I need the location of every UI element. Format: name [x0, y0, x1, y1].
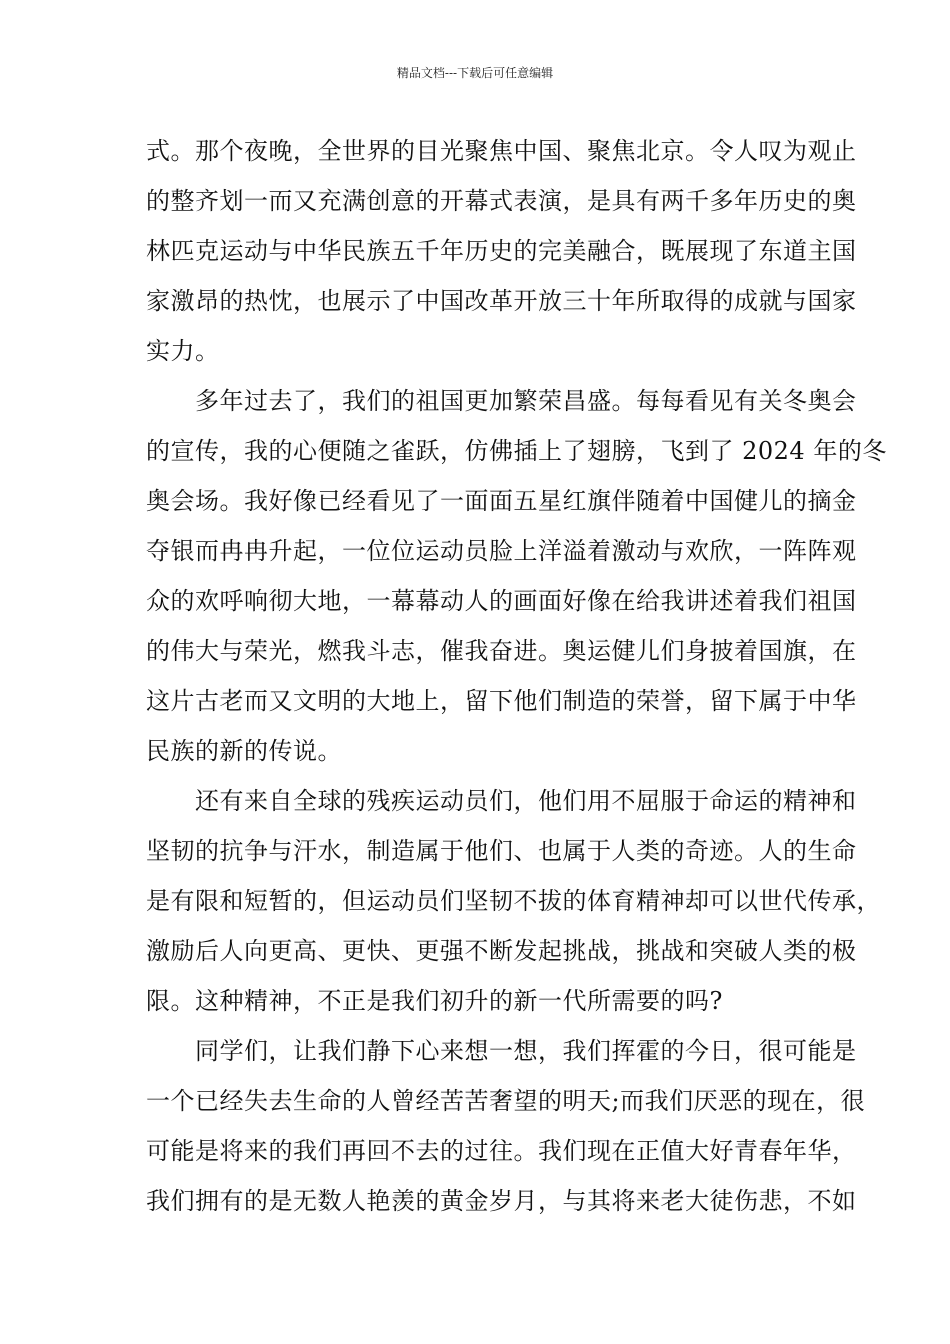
text-line: 奥会场。我好像已经看见了一面面五星红旗伴随着中国健儿的摘金	[146, 487, 857, 515]
text-line: 激励后人向更高、更快、更强不断发起挑战，挑战和突破人类的极	[146, 937, 857, 965]
text-line: 家激昂的热忱，也展示了中国改革开放三十年所取得的成就与国家	[146, 287, 857, 315]
text-line: 坚韧的抗争与汗水，制造属于他们、也属于人类的奇迹。人的生命	[146, 837, 857, 865]
text-line: 的整齐划一而又充满创意的开幕式表演，是具有两千多年历史的奥	[146, 187, 857, 215]
text-line: 还有来自全球的残疾运动员们，他们用不屈服于命运的精神和	[146, 787, 857, 815]
text-line: 的宣传，我的心便随之雀跃，仿佛插上了翅膀，飞到了 2024 年的冬	[146, 437, 887, 465]
page-header: 精品文档---下载后可任意编辑	[396, 66, 554, 80]
text-line: 式。那个夜晚，全世界的目光聚焦中国、聚焦北京。令人叹为观止	[146, 137, 857, 165]
text-line: 这片古老而又文明的大地上，留下他们制造的荣誉，留下属于中华	[146, 687, 857, 715]
text-line: 限。这种精神，不正是我们初升的新一代所需要的吗?	[146, 987, 723, 1015]
text-line: 一个已经失去生命的人曾经苦苦奢望的明天;而我们厌恶的现在，很	[146, 1087, 866, 1115]
text-line: 可能是将来的我们再回不去的过往。我们现在正值大好青春年华，	[146, 1137, 857, 1165]
text-line: 夺银而冉冉升起，一位位运动员脸上洋溢着激动与欢欣，一阵阵观	[146, 537, 857, 565]
text-line: 我们拥有的是无数人艳羡的黄金岁月，与其将来老大徒伤悲，不如	[146, 1187, 857, 1215]
text-line: 多年过去了，我们的祖国更加繁荣昌盛。每每看见有关冬奥会	[146, 387, 857, 415]
text-line: 林匹克运动与中华民族五千年历史的完美融合，既展现了东道主国	[146, 237, 857, 265]
text-line: 实力。	[146, 337, 220, 365]
text-line: 民族的新的传说。	[146, 737, 342, 765]
text-line: 是有限和短暂的，但运动员们坚韧不拔的体育精神却可以世代传承，	[146, 887, 881, 915]
text-line: 同学们，让我们静下心来想一想，我们挥霍的今日，很可能是	[146, 1037, 857, 1065]
text-line: 众的欢呼响彻大地，一幕幕动人的画面好像在给我讲述着我们祖国	[146, 587, 857, 615]
text-line: 的伟大与荣光，燃我斗志，催我奋进。奥运健儿们身披着国旗，在	[146, 637, 857, 665]
